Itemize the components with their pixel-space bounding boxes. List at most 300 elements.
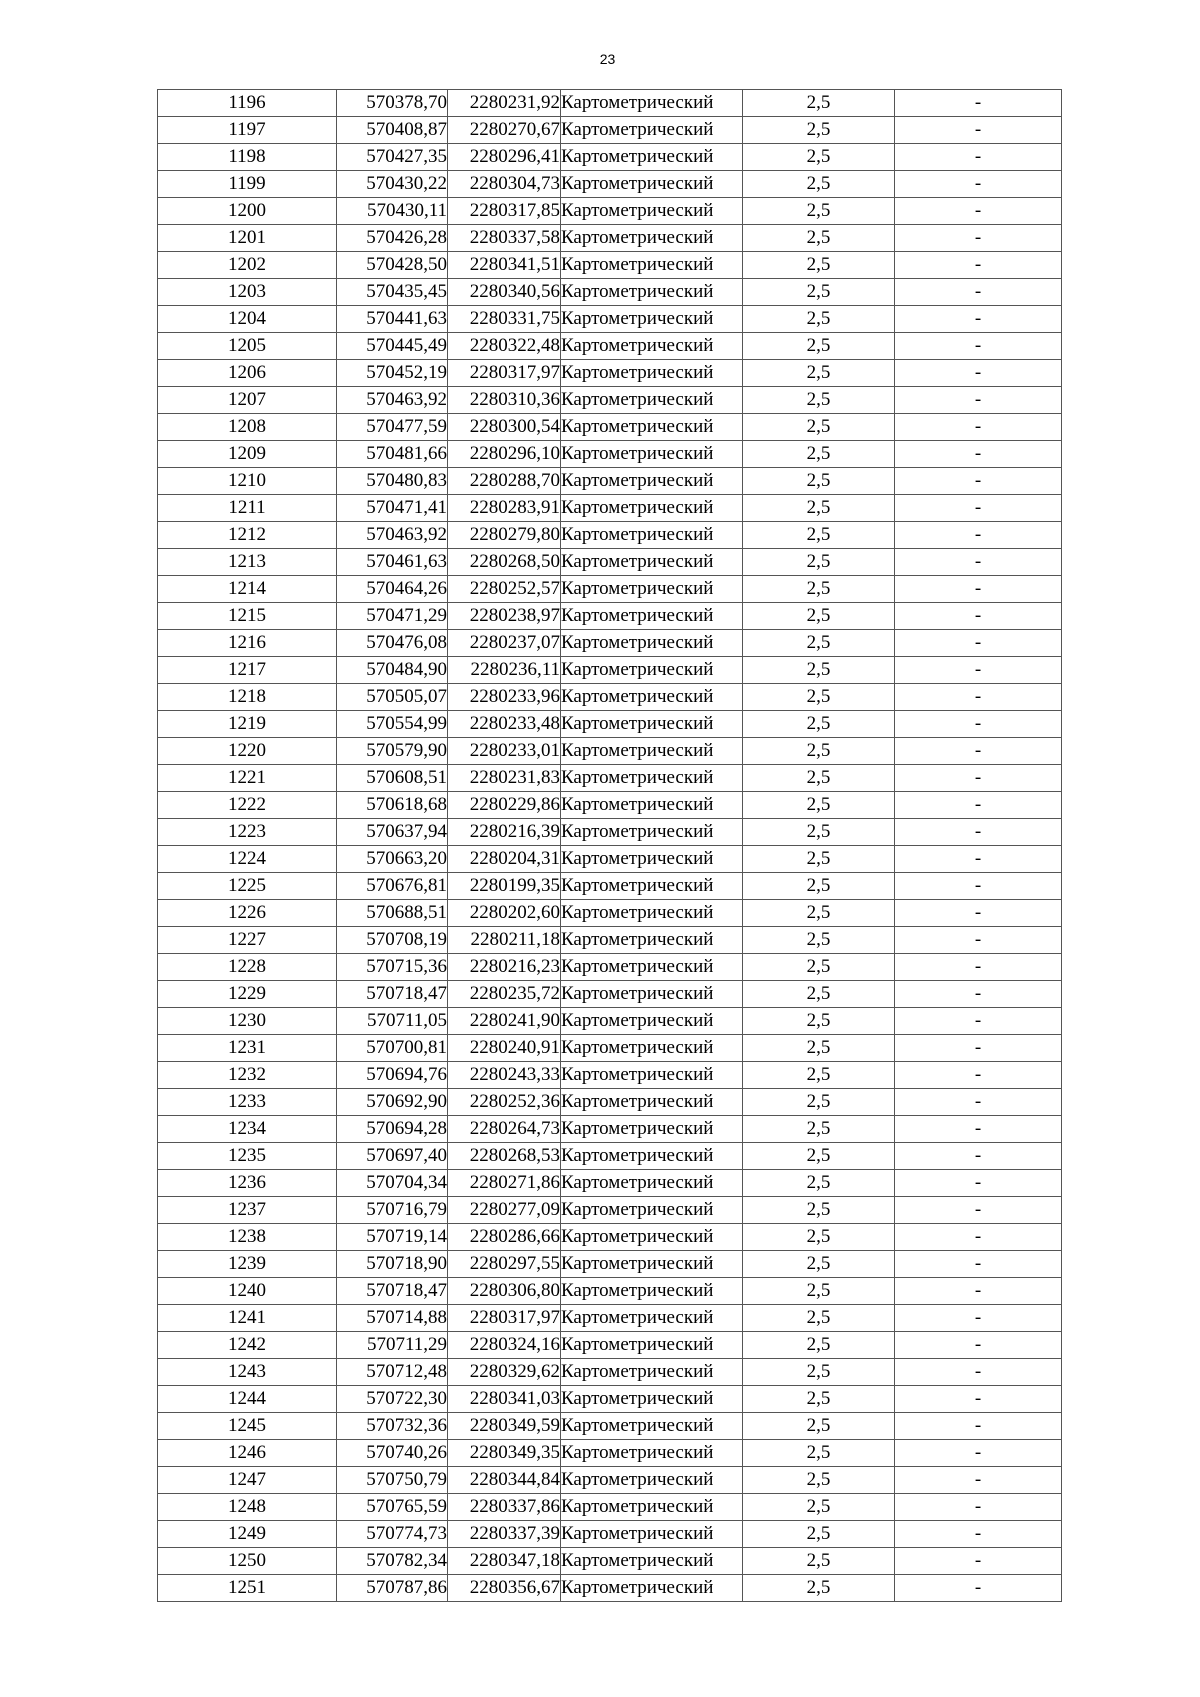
x-coordinate-cell: 570718,47	[337, 1278, 448, 1305]
y-coordinate-cell: 2280233,01	[448, 738, 561, 765]
table-row	[158, 1170, 1062, 1197]
method-cell: Картометрический	[561, 414, 743, 441]
precision-cell: 2,5	[743, 90, 895, 117]
x-coordinate-cell: 570430,11	[337, 198, 448, 225]
table-row	[158, 954, 1062, 981]
method-cell: Картометрический	[561, 1116, 743, 1143]
x-coordinate-cell: 570676,81	[337, 873, 448, 900]
method-cell: Картометрический	[561, 1413, 743, 1440]
method-cell: Картометрический	[561, 1089, 743, 1116]
note-cell: -	[895, 1332, 1062, 1359]
precision-cell: 2,5	[743, 333, 895, 360]
precision-cell: 2,5	[743, 1494, 895, 1521]
point-number-cell: 1207	[158, 387, 337, 414]
precision-cell: 2,5	[743, 657, 895, 684]
point-number-cell: 1248	[158, 1494, 337, 1521]
x-coordinate-cell: 570608,51	[337, 765, 448, 792]
precision-cell: 2,5	[743, 1035, 895, 1062]
x-coordinate-cell: 570718,90	[337, 1251, 448, 1278]
note-cell: -	[895, 927, 1062, 954]
point-number-cell: 1226	[158, 900, 337, 927]
point-number-cell: 1208	[158, 414, 337, 441]
point-number-cell: 1209	[158, 441, 337, 468]
table-row	[158, 549, 1062, 576]
point-number-cell: 1217	[158, 657, 337, 684]
method-cell: Картометрический	[561, 1440, 743, 1467]
y-coordinate-cell: 2280236,11	[448, 657, 561, 684]
x-coordinate-cell: 570452,19	[337, 360, 448, 387]
point-number-cell: 1202	[158, 252, 337, 279]
precision-cell: 2,5	[743, 846, 895, 873]
y-coordinate-cell: 2280317,97	[448, 360, 561, 387]
method-cell: Картометрический	[561, 1386, 743, 1413]
precision-cell: 2,5	[743, 1386, 895, 1413]
note-cell: -	[895, 900, 1062, 927]
y-coordinate-cell: 2280341,03	[448, 1386, 561, 1413]
method-cell: Картометрический	[561, 1008, 743, 1035]
method-cell: Картометрический	[561, 1278, 743, 1305]
point-number-cell: 1211	[158, 495, 337, 522]
method-cell: Картометрический	[561, 1143, 743, 1170]
table-row	[158, 711, 1062, 738]
table-row	[158, 1143, 1062, 1170]
note-cell: -	[895, 576, 1062, 603]
point-number-cell: 1210	[158, 468, 337, 495]
x-coordinate-cell: 570476,08	[337, 630, 448, 657]
table-row	[158, 1116, 1062, 1143]
point-number-cell: 1224	[158, 846, 337, 873]
point-number-cell: 1222	[158, 792, 337, 819]
table-row	[158, 1305, 1062, 1332]
note-cell: -	[895, 981, 1062, 1008]
method-cell: Картометрический	[561, 1494, 743, 1521]
point-number-cell: 1213	[158, 549, 337, 576]
table-row	[158, 981, 1062, 1008]
y-coordinate-cell: 2280297,55	[448, 1251, 561, 1278]
precision-cell: 2,5	[743, 684, 895, 711]
table-row	[158, 657, 1062, 684]
method-cell: Картометрический	[561, 927, 743, 954]
y-coordinate-cell: 2280310,36	[448, 387, 561, 414]
note-cell: -	[895, 198, 1062, 225]
y-coordinate-cell: 2280252,57	[448, 576, 561, 603]
note-cell: -	[895, 1089, 1062, 1116]
note-cell: -	[895, 1143, 1062, 1170]
y-coordinate-cell: 2280296,41	[448, 144, 561, 171]
note-cell: -	[895, 1035, 1062, 1062]
point-number-cell: 1220	[158, 738, 337, 765]
point-number-cell: 1249	[158, 1521, 337, 1548]
y-coordinate-cell: 2280304,73	[448, 171, 561, 198]
note-cell: -	[895, 1224, 1062, 1251]
precision-cell: 2,5	[743, 468, 895, 495]
precision-cell: 2,5	[743, 900, 895, 927]
x-coordinate-cell: 570787,86	[337, 1575, 448, 1602]
y-coordinate-cell: 2280324,16	[448, 1332, 561, 1359]
y-coordinate-cell: 2280264,73	[448, 1116, 561, 1143]
y-coordinate-cell: 2280243,33	[448, 1062, 561, 1089]
precision-cell: 2,5	[743, 225, 895, 252]
y-coordinate-cell: 2280344,84	[448, 1467, 561, 1494]
note-cell: -	[895, 333, 1062, 360]
x-coordinate-cell: 570740,26	[337, 1440, 448, 1467]
method-cell: Картометрический	[561, 1251, 743, 1278]
point-number-cell: 1203	[158, 279, 337, 306]
note-cell: -	[895, 1440, 1062, 1467]
x-coordinate-cell: 570618,68	[337, 792, 448, 819]
y-coordinate-cell: 2280286,66	[448, 1224, 561, 1251]
point-number-cell: 1223	[158, 819, 337, 846]
method-cell: Картометрический	[561, 1548, 743, 1575]
point-number-cell: 1196	[158, 90, 337, 117]
x-coordinate-cell: 570708,19	[337, 927, 448, 954]
precision-cell: 2,5	[743, 360, 895, 387]
note-cell: -	[895, 117, 1062, 144]
x-coordinate-cell: 570579,90	[337, 738, 448, 765]
point-number-cell: 1246	[158, 1440, 337, 1467]
note-cell: -	[895, 306, 1062, 333]
note-cell: -	[895, 1116, 1062, 1143]
y-coordinate-cell: 2280252,36	[448, 1089, 561, 1116]
precision-cell: 2,5	[743, 765, 895, 792]
table-row	[158, 1062, 1062, 1089]
point-number-cell: 1215	[158, 603, 337, 630]
method-cell: Картометрический	[561, 576, 743, 603]
x-coordinate-cell: 570435,45	[337, 279, 448, 306]
note-cell: -	[895, 819, 1062, 846]
precision-cell: 2,5	[743, 1197, 895, 1224]
method-cell: Картометрический	[561, 441, 743, 468]
method-cell: Картометрический	[561, 981, 743, 1008]
point-number-cell: 1205	[158, 333, 337, 360]
note-cell: -	[895, 1467, 1062, 1494]
method-cell: Картометрический	[561, 711, 743, 738]
note-cell: -	[895, 684, 1062, 711]
precision-cell: 2,5	[743, 1305, 895, 1332]
precision-cell: 2,5	[743, 1170, 895, 1197]
x-coordinate-cell: 570718,47	[337, 981, 448, 1008]
x-coordinate-cell: 570688,51	[337, 900, 448, 927]
precision-cell: 2,5	[743, 441, 895, 468]
precision-cell: 2,5	[743, 792, 895, 819]
method-cell: Картометрический	[561, 1224, 743, 1251]
y-coordinate-cell: 2280216,39	[448, 819, 561, 846]
note-cell: -	[895, 630, 1062, 657]
table-row	[158, 738, 1062, 765]
precision-cell: 2,5	[743, 522, 895, 549]
precision-cell: 2,5	[743, 414, 895, 441]
point-number-cell: 1204	[158, 306, 337, 333]
x-coordinate-cell: 570637,94	[337, 819, 448, 846]
y-coordinate-cell: 2280356,67	[448, 1575, 561, 1602]
table-row	[158, 846, 1062, 873]
point-number-cell: 1206	[158, 360, 337, 387]
precision-cell: 2,5	[743, 1143, 895, 1170]
table-row	[158, 1332, 1062, 1359]
x-coordinate-cell: 570765,59	[337, 1494, 448, 1521]
point-number-cell: 1212	[158, 522, 337, 549]
point-number-cell: 1238	[158, 1224, 337, 1251]
y-coordinate-cell: 2280270,67	[448, 117, 561, 144]
precision-cell: 2,5	[743, 198, 895, 225]
y-coordinate-cell: 2280300,54	[448, 414, 561, 441]
table-row	[158, 792, 1062, 819]
note-cell: -	[895, 1062, 1062, 1089]
table-row	[158, 684, 1062, 711]
y-coordinate-cell: 2280216,23	[448, 954, 561, 981]
y-coordinate-cell: 2280233,96	[448, 684, 561, 711]
point-number-cell: 1236	[158, 1170, 337, 1197]
note-cell: -	[895, 1386, 1062, 1413]
method-cell: Картометрический	[561, 873, 743, 900]
method-cell: Картометрический	[561, 1359, 743, 1386]
note-cell: -	[895, 954, 1062, 981]
note-cell: -	[895, 468, 1062, 495]
y-coordinate-cell: 2280233,48	[448, 711, 561, 738]
x-coordinate-cell: 570694,28	[337, 1116, 448, 1143]
method-cell: Картометрический	[561, 549, 743, 576]
method-cell: Картометрический	[561, 144, 743, 171]
y-coordinate-cell: 2280341,51	[448, 252, 561, 279]
method-cell: Картометрический	[561, 1035, 743, 1062]
point-number-cell: 1219	[158, 711, 337, 738]
x-coordinate-cell: 570461,63	[337, 549, 448, 576]
precision-cell: 2,5	[743, 144, 895, 171]
table-row	[158, 387, 1062, 414]
note-cell: -	[895, 1251, 1062, 1278]
precision-cell: 2,5	[743, 1089, 895, 1116]
y-coordinate-cell: 2280288,70	[448, 468, 561, 495]
table-row	[158, 1197, 1062, 1224]
coordinates-table	[157, 89, 1062, 1602]
point-number-cell: 1235	[158, 1143, 337, 1170]
note-cell: -	[895, 1575, 1062, 1602]
y-coordinate-cell: 2280347,18	[448, 1548, 561, 1575]
x-coordinate-cell: 570774,73	[337, 1521, 448, 1548]
table-row	[158, 1494, 1062, 1521]
method-cell: Картометрический	[561, 252, 743, 279]
table-row	[158, 333, 1062, 360]
table-row	[158, 1278, 1062, 1305]
note-cell: -	[895, 1548, 1062, 1575]
x-coordinate-cell: 570692,90	[337, 1089, 448, 1116]
point-number-cell: 1197	[158, 117, 337, 144]
note-cell: -	[895, 522, 1062, 549]
point-number-cell: 1225	[158, 873, 337, 900]
note-cell: -	[895, 225, 1062, 252]
method-cell: Картометрический	[561, 819, 743, 846]
point-number-cell: 1232	[158, 1062, 337, 1089]
precision-cell: 2,5	[743, 981, 895, 1008]
note-cell: -	[895, 441, 1062, 468]
x-coordinate-cell: 570694,76	[337, 1062, 448, 1089]
precision-cell: 2,5	[743, 495, 895, 522]
note-cell: -	[895, 711, 1062, 738]
point-number-cell: 1251	[158, 1575, 337, 1602]
x-coordinate-cell: 570554,99	[337, 711, 448, 738]
note-cell: -	[895, 90, 1062, 117]
method-cell: Картометрический	[561, 495, 743, 522]
point-number-cell: 1240	[158, 1278, 337, 1305]
table-row	[158, 360, 1062, 387]
y-coordinate-cell: 2280268,53	[448, 1143, 561, 1170]
table-row	[158, 603, 1062, 630]
table-row	[158, 1440, 1062, 1467]
method-cell: Картометрический	[561, 900, 743, 927]
point-number-cell: 1245	[158, 1413, 337, 1440]
precision-cell: 2,5	[743, 279, 895, 306]
method-cell: Картометрический	[561, 1332, 743, 1359]
x-coordinate-cell: 570704,34	[337, 1170, 448, 1197]
table-row	[158, 117, 1062, 144]
table-row	[158, 441, 1062, 468]
method-cell: Картометрический	[561, 1305, 743, 1332]
method-cell: Картометрический	[561, 117, 743, 144]
x-coordinate-cell: 570714,88	[337, 1305, 448, 1332]
method-cell: Картометрический	[561, 738, 743, 765]
x-coordinate-cell: 570715,36	[337, 954, 448, 981]
table-row	[158, 522, 1062, 549]
y-coordinate-cell: 2280306,80	[448, 1278, 561, 1305]
y-coordinate-cell: 2280237,07	[448, 630, 561, 657]
x-coordinate-cell: 570464,26	[337, 576, 448, 603]
x-coordinate-cell: 570505,07	[337, 684, 448, 711]
x-coordinate-cell: 570426,28	[337, 225, 448, 252]
table-row	[158, 819, 1062, 846]
point-number-cell: 1250	[158, 1548, 337, 1575]
precision-cell: 2,5	[743, 873, 895, 900]
point-number-cell: 1198	[158, 144, 337, 171]
y-coordinate-cell: 2280204,31	[448, 846, 561, 873]
table-row	[158, 873, 1062, 900]
note-cell: -	[895, 1278, 1062, 1305]
table-row	[158, 1008, 1062, 1035]
point-number-cell: 1230	[158, 1008, 337, 1035]
precision-cell: 2,5	[743, 738, 895, 765]
point-number-cell: 1244	[158, 1386, 337, 1413]
y-coordinate-cell: 2280238,97	[448, 603, 561, 630]
method-cell: Картометрический	[561, 792, 743, 819]
page-number: 23	[599, 51, 616, 67]
x-coordinate-cell: 570477,59	[337, 414, 448, 441]
method-cell: Картометрический	[561, 846, 743, 873]
point-number-cell: 1199	[158, 171, 337, 198]
table-row	[158, 1413, 1062, 1440]
method-cell: Картометрический	[561, 657, 743, 684]
y-coordinate-cell: 2280337,58	[448, 225, 561, 252]
point-number-cell: 1237	[158, 1197, 337, 1224]
y-coordinate-cell: 2280349,35	[448, 1440, 561, 1467]
precision-cell: 2,5	[743, 117, 895, 144]
y-coordinate-cell: 2280277,09	[448, 1197, 561, 1224]
note-cell: -	[895, 144, 1062, 171]
x-coordinate-cell: 570428,50	[337, 252, 448, 279]
method-cell: Картометрический	[561, 225, 743, 252]
table-row	[158, 1521, 1062, 1548]
x-coordinate-cell: 570711,29	[337, 1332, 448, 1359]
point-number-cell: 1201	[158, 225, 337, 252]
precision-cell: 2,5	[743, 954, 895, 981]
method-cell: Картометрический	[561, 603, 743, 630]
y-coordinate-cell: 2280317,85	[448, 198, 561, 225]
y-coordinate-cell: 2280211,18	[448, 927, 561, 954]
note-cell: -	[895, 549, 1062, 576]
table-row	[158, 900, 1062, 927]
table-row	[158, 1224, 1062, 1251]
method-cell: Картометрический	[561, 171, 743, 198]
method-cell: Картометрический	[561, 468, 743, 495]
precision-cell: 2,5	[743, 819, 895, 846]
method-cell: Картометрический	[561, 1575, 743, 1602]
note-cell: -	[895, 1170, 1062, 1197]
point-number-cell: 1231	[158, 1035, 337, 1062]
point-number-cell: 1216	[158, 630, 337, 657]
y-coordinate-cell: 2280340,56	[448, 279, 561, 306]
precision-cell: 2,5	[743, 603, 895, 630]
x-coordinate-cell: 570750,79	[337, 1467, 448, 1494]
y-coordinate-cell: 2280283,91	[448, 495, 561, 522]
y-coordinate-cell: 2280199,35	[448, 873, 561, 900]
precision-cell: 2,5	[743, 171, 895, 198]
y-coordinate-cell: 2280235,72	[448, 981, 561, 1008]
note-cell: -	[895, 360, 1062, 387]
table-row	[158, 1359, 1062, 1386]
point-number-cell: 1243	[158, 1359, 337, 1386]
method-cell: Картометрический	[561, 765, 743, 792]
x-coordinate-cell: 570697,40	[337, 1143, 448, 1170]
table-row	[158, 1251, 1062, 1278]
method-cell: Картометрический	[561, 684, 743, 711]
note-cell: -	[895, 171, 1062, 198]
point-number-cell: 1227	[158, 927, 337, 954]
x-coordinate-cell: 570722,30	[337, 1386, 448, 1413]
point-number-cell: 1233	[158, 1089, 337, 1116]
table-row	[158, 144, 1062, 171]
table-row	[158, 927, 1062, 954]
precision-cell: 2,5	[743, 387, 895, 414]
precision-cell: 2,5	[743, 252, 895, 279]
x-coordinate-cell: 570732,36	[337, 1413, 448, 1440]
x-coordinate-cell: 570471,41	[337, 495, 448, 522]
point-number-cell: 1234	[158, 1116, 337, 1143]
y-coordinate-cell: 2280329,62	[448, 1359, 561, 1386]
y-coordinate-cell: 2280231,83	[448, 765, 561, 792]
y-coordinate-cell: 2280331,75	[448, 306, 561, 333]
precision-cell: 2,5	[743, 1008, 895, 1035]
x-coordinate-cell: 570716,79	[337, 1197, 448, 1224]
coordinates-table-body	[158, 90, 1062, 1602]
method-cell: Картометрический	[561, 198, 743, 225]
table-row	[158, 252, 1062, 279]
x-coordinate-cell: 570445,49	[337, 333, 448, 360]
table-row	[158, 306, 1062, 333]
y-coordinate-cell: 2280317,97	[448, 1305, 561, 1332]
note-cell: -	[895, 279, 1062, 306]
note-cell: -	[895, 252, 1062, 279]
note-cell: -	[895, 873, 1062, 900]
x-coordinate-cell: 570463,92	[337, 387, 448, 414]
precision-cell: 2,5	[743, 306, 895, 333]
note-cell: -	[895, 1305, 1062, 1332]
note-cell: -	[895, 1008, 1062, 1035]
note-cell: -	[895, 495, 1062, 522]
note-cell: -	[895, 738, 1062, 765]
x-coordinate-cell: 570711,05	[337, 1008, 448, 1035]
precision-cell: 2,5	[743, 711, 895, 738]
x-coordinate-cell: 570378,70	[337, 90, 448, 117]
point-number-cell: 1214	[158, 576, 337, 603]
method-cell: Картометрический	[561, 90, 743, 117]
